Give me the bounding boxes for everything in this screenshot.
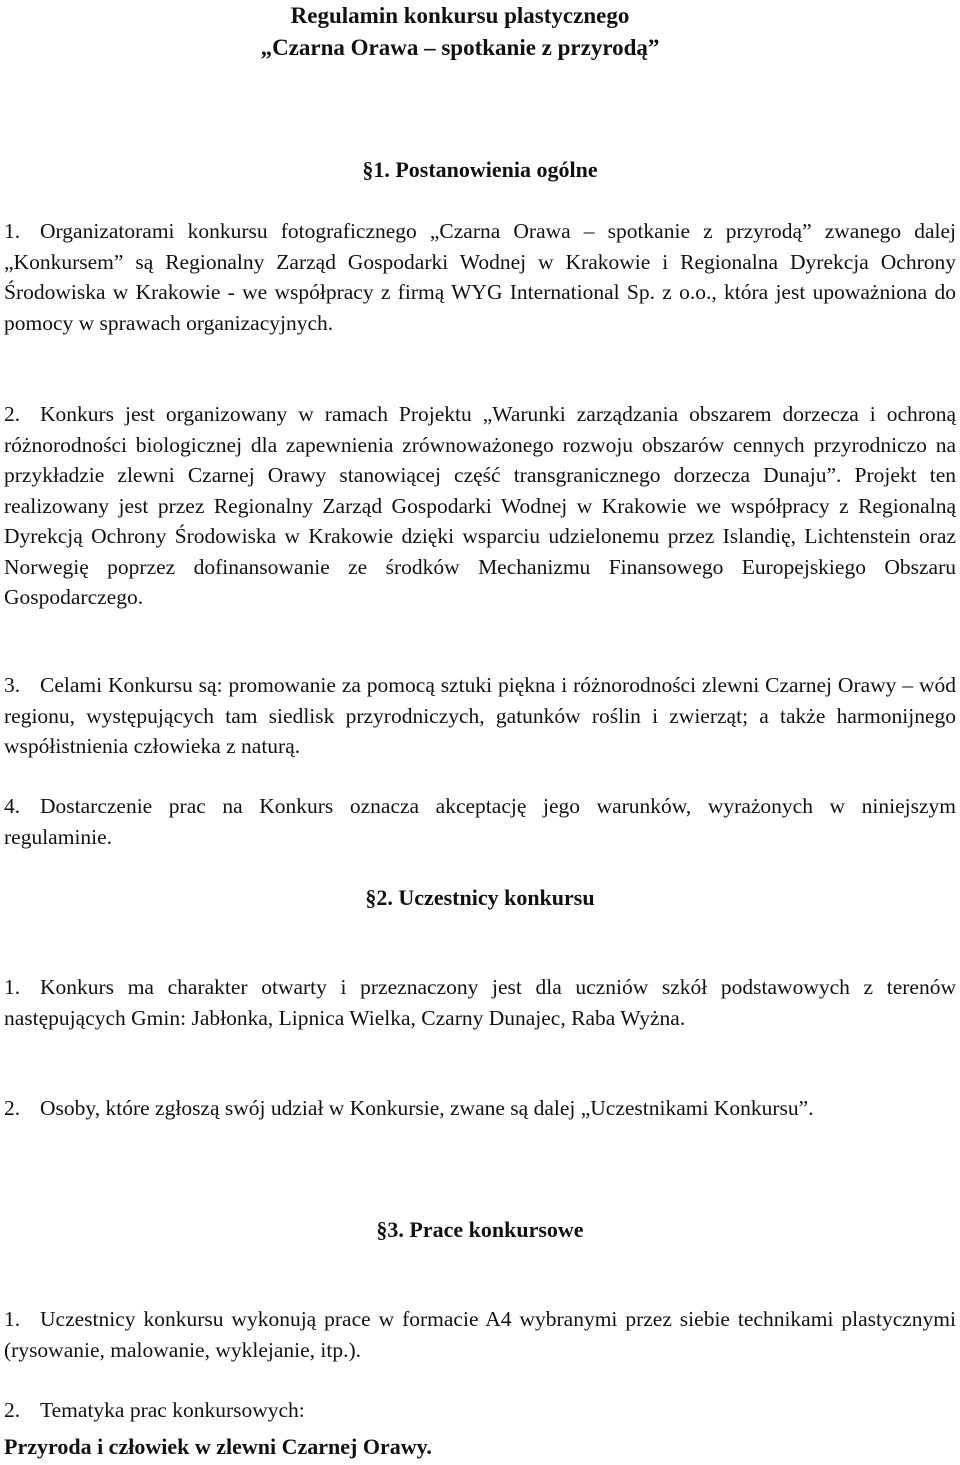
item-text: Konkurs ma charakter otwarty i przeznaczony jest dla uczniów szkół podstawowych z terenów następujących Gmin: Jabłonka, Lipnica Wielka, Czarny Dunajec, Raba Wyżna.: [4, 975, 956, 1030]
item-text: Organizatorami konkursu fotograficznego „Czarna Orawa – spotkanie z przyrodą” zwanego dalej „Konkursem” są Regionalny Zarząd Gospodarki Wodnej w Krakowie i Regionalna Dyrekcja Ochrony Środowiska w Krakowie - we współpracy z firmą WYG International Sp. z o.o., która jest upoważniona do pomocy w sprawach organizacyjnych.: [4, 219, 956, 335]
section-2-item-1: [4, 972, 956, 1033]
section-1-item-2: [4, 399, 956, 613]
item-text: Uczestnicy konkursu wykonują prace w formacie A4 wybranymi przez siebie technikami plastycznymi (rysowanie, malowanie, wyklejanie, itp.).: [4, 1307, 956, 1362]
section-1-item-4: [4, 791, 956, 852]
item-text: Tematyka prac konkursowych:: [40, 1398, 305, 1422]
item-text: Konkurs jest organizowany w ramach Projektu „Warunki zarządzania obszarem dorzecza i ochroną różnorodności biologicznej dla zapewnienia zrównoważonego rozwoju obszarów cennych przyrodniczo na przykładzie zlewni Czarnej Orawy stanowiącej część transgranicznego dorzecza Dunaju”. Projekt ten realizowany jest przez Regionalny Zarząd Gospodarki Wodnej w Krakowie we współpracy z Regionalną Dyrekcją Ochrony Środowiska w Krakowie dzięki wsparciu udzielonemu przez Islandię, Lichtenstein oraz Norwegię poprzez dofinansowanie ze środków Mechanizmu Finansowego Europejskiego Obszaru Gospodarczego.: [4, 402, 956, 609]
item-number: 2.: [4, 1096, 21, 1120]
item-number: 3.: [4, 673, 21, 697]
item-number: 2.: [4, 1398, 21, 1422]
section-1-item-3: [4, 670, 956, 762]
section-3-item-1: [4, 1304, 956, 1365]
section-3-item-2: [4, 1395, 956, 1426]
section-heading-1: §1. Postanowienia ogólne: [362, 157, 598, 182]
item-text: Dostarczenie prac na Konkurs oznacza akceptację jego warunków, wyrażonych w niniejszym regulaminie.: [4, 794, 956, 849]
section-2-item-2: [4, 1093, 956, 1124]
item-number: 1.: [4, 1307, 21, 1331]
item-text: Osoby, które zgłoszą swój udział w Konkursie, zwane są dalej „Uczestnikami Konkursu”.: [40, 1096, 814, 1120]
section-heading-3: §3. Prace konkursowe: [376, 1217, 584, 1242]
item-number: 2.: [4, 402, 21, 426]
document-title-line-2: „Czarna Orawa – spotkanie z przyrodą”: [260, 35, 660, 60]
document-title-line-1: Regulamin konkursu plastycznego: [290, 3, 630, 28]
item-number: 1.: [4, 219, 21, 243]
item-text: Celami Konkursu są: promowanie za pomocą sztuki piękna i różnorodności zlewni Czarnej Orawy – wód regionu, występujących tam siedlisk przyrodniczych, gatunków roślin i zwierząt; a także harmonijnego współistnienia człowieka z naturą.: [4, 673, 956, 758]
item-number: 4.: [4, 794, 21, 818]
theme-title: Przyroda i człowiek w zlewni Czarnej Orawy.: [4, 1434, 432, 1459]
section-1-item-1: [4, 216, 956, 338]
item-number: 1.: [4, 975, 21, 999]
section-heading-2: §2. Uczestnicy konkursu: [365, 885, 595, 910]
